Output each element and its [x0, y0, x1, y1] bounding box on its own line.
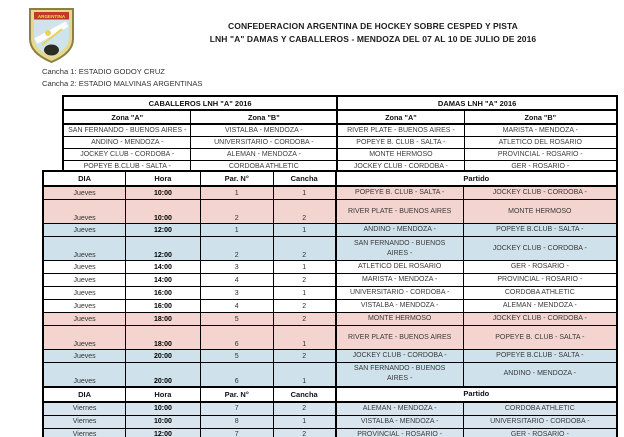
- match-cancha-cell: 2: [273, 200, 336, 224]
- match-home-cell: UNIVERSITARIO - CORDOBA -: [336, 287, 463, 300]
- match-away-cell: MONTE HERMOSO: [463, 200, 617, 224]
- match-hora-cell: 12:00: [126, 237, 201, 261]
- schedule-match-row: [43, 326, 617, 350]
- schedule-col-header: DIA: [43, 171, 126, 186]
- match-home-cell: SAN FERNANDO - BUENOS AIRES -: [336, 237, 463, 261]
- match-hora-cell: 10:00: [126, 402, 201, 416]
- match-cancha-cell: 2: [273, 313, 336, 326]
- damas-zona-a-label: Zona "A": [337, 110, 464, 124]
- match-hora-cell: 12:00: [126, 428, 201, 437]
- match-away-cell: CORDOBA ATHLETIC: [463, 402, 617, 416]
- zone-team-cell: CORDOBA ATHLETIC: [191, 161, 337, 174]
- zone-team-cell: RIVER PLATE - BUENOS AIRES -: [337, 124, 464, 137]
- zone-team-cell: MARISTA - MENDOZA -: [464, 124, 617, 137]
- match-cancha-cell: 1: [273, 363, 336, 387]
- document-header: [130, 20, 616, 46]
- schedule-match-row: [43, 274, 617, 287]
- match-away-cell: POPEYE B.CLUB - SALTA -: [463, 350, 617, 363]
- zone-team-cell: PROVINCIAL - ROSARIO -: [464, 149, 617, 161]
- match-dia-cell: Viernes: [43, 402, 126, 416]
- schedule-col-header: Hora: [126, 387, 201, 402]
- zone-team-cell: POPEYE B.CLUB - SALTA -: [63, 161, 191, 174]
- match-home-cell: SAN FERNANDO - BUENOS AIRES -: [336, 363, 463, 387]
- match-cancha-cell: 1: [273, 224, 336, 237]
- match-away-cell: GER - ROSARIO -: [463, 261, 617, 274]
- match-dia-cell: Jueves: [43, 224, 126, 237]
- match-par-cell: 6: [200, 363, 273, 387]
- match-dia-cell: Jueves: [43, 287, 126, 300]
- match-cancha-cell: 1: [273, 415, 336, 428]
- schedule-match-row: [43, 300, 617, 313]
- schedule-col-header: Par. N°: [200, 171, 273, 186]
- match-away-cell: ANDINO - MENDOZA -: [463, 363, 617, 387]
- shield-logo-icon: [28, 7, 75, 64]
- schedule-match-row: [43, 350, 617, 363]
- cancha-1-note: Cancha 1: ESTADIO GODOY CRUZ: [42, 67, 165, 76]
- match-away-cell: PROVINCIAL - ROSARIO -: [463, 274, 617, 287]
- match-away-cell: JOCKEY CLUB - CORDOBA -: [463, 186, 617, 200]
- match-par-cell: 6: [200, 326, 273, 350]
- match-dia-cell: Jueves: [43, 326, 126, 350]
- match-away-cell: ALEMAN - MENDOZA -: [463, 300, 617, 313]
- match-home-cell: ANDINO - MENDOZA -: [336, 224, 463, 237]
- match-par-cell: 8: [200, 415, 273, 428]
- match-home-cell: RIVER PLATE - BUENOS AIRES: [336, 326, 463, 350]
- match-cancha-cell: 2: [273, 350, 336, 363]
- zone-team-cell: SAN FERNANDO - BUENOS AIRES -: [63, 124, 191, 137]
- schedule-match-row: [43, 237, 617, 261]
- zone-team-cell: ATLETICO DEL ROSARIO: [464, 137, 617, 149]
- zone-team-cell: GER - ROSARIO -: [464, 161, 617, 174]
- zone-team-cell: JOCKEY CLUB - CORDOBA -: [63, 149, 191, 161]
- schedule-col-header: Partido: [336, 171, 617, 186]
- schedule-match-row: [43, 363, 617, 387]
- match-hora-cell: 14:00: [126, 261, 201, 274]
- caballeros-zona-b-label: Zona "B": [191, 110, 337, 124]
- match-home-cell: JOCKEY CLUB - CORDOBA -: [336, 350, 463, 363]
- match-par-cell: 1: [200, 186, 273, 200]
- schedule-match-row: [43, 402, 617, 416]
- match-cancha-cell: 2: [273, 300, 336, 313]
- match-home-cell: POPEYE B. CLUB - SALTA -: [336, 186, 463, 200]
- match-par-cell: 7: [200, 402, 273, 416]
- zone-team-row: [63, 124, 617, 137]
- match-cancha-cell: 2: [273, 428, 336, 437]
- match-par-cell: 4: [200, 300, 273, 313]
- schedule-header-row: [43, 171, 617, 186]
- zone-team-cell: UNIVERSITARIO - CORDOBA -: [191, 137, 337, 149]
- match-hora-cell: 12:00: [126, 224, 201, 237]
- match-par-cell: 2: [200, 200, 273, 224]
- match-cancha-cell: 2: [273, 274, 336, 287]
- schedule-col-header: Cancha: [273, 387, 336, 402]
- match-dia-cell: Jueves: [43, 200, 126, 224]
- schedule-match-row: [43, 415, 617, 428]
- schedule-col-header: DIA: [43, 387, 126, 402]
- match-hora-cell: 16:00: [126, 300, 201, 313]
- match-dia-cell: Jueves: [43, 350, 126, 363]
- schedule-match-row: [43, 224, 617, 237]
- match-par-cell: 7: [200, 428, 273, 437]
- match-away-cell: JOCKEY CLUB - CORDOBA -: [463, 313, 617, 326]
- caballeros-zona-a-label: Zona "A": [63, 110, 191, 124]
- match-hora-cell: 20:00: [126, 363, 201, 387]
- match-dia-cell: Jueves: [43, 186, 126, 200]
- match-hora-cell: 10:00: [126, 186, 201, 200]
- schedule-table: [42, 170, 618, 437]
- match-home-cell: PROVINCIAL - ROSARIO -: [336, 428, 463, 437]
- match-home-cell: VISTALBA - MENDOZA -: [336, 415, 463, 428]
- match-par-cell: 1: [200, 224, 273, 237]
- caballeros-title: CABALLEROS LNH "A" 2016: [63, 96, 337, 110]
- match-home-cell: MARISTA - MENDOZA -: [336, 274, 463, 287]
- damas-zona-b-label: Zona "B": [464, 110, 617, 124]
- match-home-cell: MONTE HERMOSO: [336, 313, 463, 326]
- match-hora-cell: 10:00: [126, 200, 201, 224]
- schedule-match-row: [43, 261, 617, 274]
- zone-team-cell: MONTE HERMOSO: [337, 149, 464, 161]
- zones-table: [62, 95, 618, 174]
- schedule-col-header: Cancha: [273, 171, 336, 186]
- schedule-match-row: [43, 287, 617, 300]
- match-hora-cell: 10:00: [126, 415, 201, 428]
- match-home-cell: ATLETICO DEL ROSARIO: [336, 261, 463, 274]
- match-away-cell: CORDOBA ATHLETIC: [463, 287, 617, 300]
- schedule-match-row: [43, 186, 617, 200]
- match-dia-cell: Viernes: [43, 415, 126, 428]
- match-par-cell: 3: [200, 287, 273, 300]
- match-hora-cell: 20:00: [126, 350, 201, 363]
- match-away-cell: GER - ROSARIO -: [463, 428, 617, 437]
- match-par-cell: 5: [200, 313, 273, 326]
- match-home-cell: RIVER PLATE - BUENOS AIRES: [336, 200, 463, 224]
- zone-team-cell: ALEMAN - MENDOZA -: [191, 149, 337, 161]
- title-line-1: CONFEDERACION ARGENTINA DE HOCKEY SOBRE CESPED Y PISTA: [228, 21, 518, 31]
- damas-title: DAMAS LNH "A" 2016: [337, 96, 617, 110]
- match-dia-cell: Jueves: [43, 261, 126, 274]
- zone-team-cell: JOCKEY CLUB - CORDOBA -: [337, 161, 464, 174]
- argentina-hockey-logo: [28, 7, 75, 64]
- svg-text:ARGENTINA: ARGENTINA: [37, 13, 66, 19]
- match-hora-cell: 16:00: [126, 287, 201, 300]
- match-away-cell: JOCKEY CLUB - CORDOBA -: [463, 237, 617, 261]
- match-dia-cell: Jueves: [43, 237, 126, 261]
- match-cancha-cell: 1: [273, 186, 336, 200]
- match-dia-cell: Jueves: [43, 300, 126, 313]
- match-cancha-cell: 1: [273, 326, 336, 350]
- match-par-cell: 5: [200, 350, 273, 363]
- zone-team-row: [63, 149, 617, 161]
- match-cancha-cell: 2: [273, 237, 336, 261]
- cancha-2-note: Cancha 2: ESTADIO MALVINAS ARGENTINAS: [42, 79, 203, 88]
- match-away-cell: UNIVERSITARIO - CORDOBA -: [463, 415, 617, 428]
- match-par-cell: 3: [200, 261, 273, 274]
- zone-team-row: [63, 137, 617, 149]
- match-cancha-cell: 1: [273, 287, 336, 300]
- schedule-match-row: [43, 428, 617, 437]
- match-hora-cell: 18:00: [126, 313, 201, 326]
- title-line-2: LNH "A" DAMAS Y CABALLEROS - MENDOZA DEL 07 AL 10 DE JULIO DE 2016: [209, 34, 537, 44]
- match-dia-cell: Jueves: [43, 363, 126, 387]
- schedule-match-row: [43, 313, 617, 326]
- match-home-cell: ALEMAN - MENDOZA -: [336, 402, 463, 416]
- schedule-header-row: [43, 387, 617, 402]
- zone-team-cell: POPEYE B. CLUB - SALTA -: [337, 137, 464, 149]
- match-away-cell: POPEYE B. CLUB - SALTA -: [463, 326, 617, 350]
- match-hora-cell: 14:00: [126, 274, 201, 287]
- zone-team-cell: VISTALBA - MENDOZA -: [191, 124, 337, 137]
- schedule-col-header: Partido: [336, 387, 617, 402]
- schedule-col-header: Hora: [126, 171, 201, 186]
- match-par-cell: 4: [200, 274, 273, 287]
- match-cancha-cell: 1: [273, 261, 336, 274]
- zone-team-cell: ANDINO - MENDOZA -: [63, 137, 191, 149]
- venue-notes: [42, 66, 203, 90]
- match-away-cell: POPEYE B.CLUB - SALTA -: [463, 224, 617, 237]
- match-dia-cell: Jueves: [43, 274, 126, 287]
- match-par-cell: 2: [200, 237, 273, 261]
- schedule-match-row: [43, 200, 617, 224]
- match-dia-cell: Jueves: [43, 313, 126, 326]
- match-hora-cell: 18:00: [126, 326, 201, 350]
- match-cancha-cell: 2: [273, 402, 336, 416]
- schedule-col-header: Par. N°: [200, 387, 273, 402]
- match-dia-cell: Viernes: [43, 428, 126, 437]
- match-home-cell: VISTALBA - MENDOZA -: [336, 300, 463, 313]
